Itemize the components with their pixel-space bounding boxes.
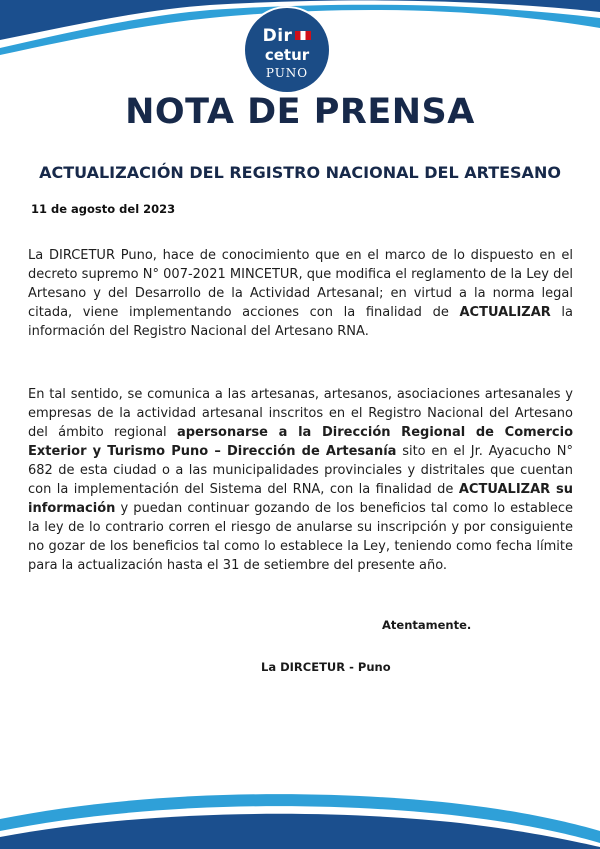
peru-flag-icon (295, 31, 311, 40)
logo-text-cetur: cetur (264, 46, 310, 64)
closing-text: Atentamente. (382, 618, 472, 632)
logo-text-puno: PUNO (265, 66, 309, 80)
logo-text-dir: Dir (262, 26, 293, 46)
publication-date: 11 de agosto del 2023 (31, 202, 176, 216)
paragraph-1: La DIRCETUR Puno, hace de conocimiento que en el marco de lo dispuesto en el decreto supremo N° 007-2021 MINCETUR, que modifica el reglamento de la Ley del Artesano y del Desarrollo de la Actividad Artesanal; en virtud a la norma legal citada, viene implementando acciones con la finalidad de ACTUALIZAR la información del Registro Nacional del Artesano RNA. (28, 248, 573, 339)
page-subtitle: ACTUALIZACIÓN DEL REGISTRO NACIONAL DEL ARTESANO (39, 163, 561, 182)
signer-name: La DIRCETUR - Puno (261, 660, 391, 674)
dircetur-puno-logo (245, 8, 329, 92)
page-title: NOTA DE PRENSA (125, 92, 475, 132)
bottom-wave-decoration (0, 759, 600, 849)
paragraph-2: En tal sentido, se comunica a las artesanas, artesanos, asociaciones artesanales y empresas de la actividad artesanal inscritos en el Registro Nacional del Artesano del ámbito regional apersonarse a la Dirección Regional de Comercio Exterior y Turismo Puno – Dirección de Artesanía sito en el Jr. Ayacucho N° 682 de esta ciudad o a las municipalidades provinciales y distritales que cuentan con la implementación del Sistema del RNA, con la finalidad de ACTUALIZAR su información y puedan continuar gozando de los beneficios tal como lo establece la ley de lo contrario corren el riesgo de anularse su inscripción y por consiguiente no gozar de los beneficios tal como lo establece la Ley, teniendo como fecha límite para la actualización hasta el 31 de setiembre del presente año. (28, 387, 574, 573)
